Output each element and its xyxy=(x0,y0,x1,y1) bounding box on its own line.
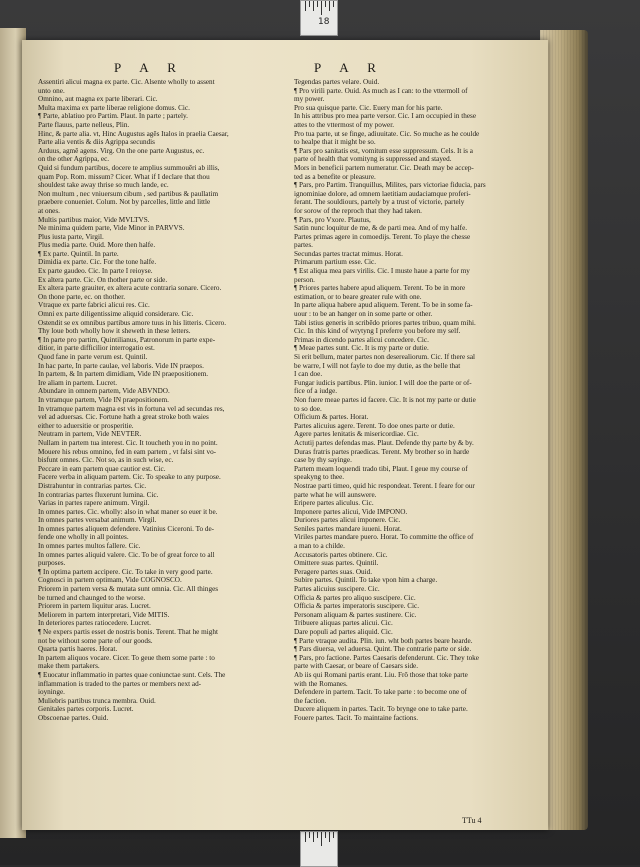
text-line: parte what he will aunswere. xyxy=(294,490,377,499)
text-line: Ex altera parte. Cic. On thother parte or side. xyxy=(38,275,168,284)
text-line: Plus iusta parte, Virgil. xyxy=(38,232,104,241)
text-line: ¶ Pars, pro Vxore. Plautus, xyxy=(294,215,371,224)
text-line: Defendere in partem. Tacit. To take parte : to become one of xyxy=(294,688,467,697)
text-line: praebere conueniet. Colum. Not by parcelles, little and little xyxy=(38,198,211,207)
text-line: Priorem in partem versa & mutata sunt omnia. Cic. All thinges xyxy=(38,585,219,594)
text-line: ¶ Ex parte. Quintil. In parte. xyxy=(38,249,119,258)
left-column xyxy=(38,78,286,723)
text-line: either to aduersitie or prosperitie. xyxy=(38,421,134,430)
text-line: at ones. xyxy=(38,206,60,215)
text-line: Genitales partes corporis. Lucret. xyxy=(38,705,134,714)
text-line: Hinc, & parte alia. vt, Hinc Augustus agēs Italos in praelia Caesar, xyxy=(38,129,229,138)
text-line: On thone parte, ec. on thother. xyxy=(38,292,126,301)
text-line: make them partakers. xyxy=(38,662,100,671)
text-line: Neutram in partem, Vide NEVTER. xyxy=(38,430,142,439)
text-line: Primas in dicendo partes alicui concedere. Cic. xyxy=(294,335,429,344)
text-line: Viriles partes mandare puero. Horat. To committe the office of xyxy=(294,533,474,542)
text-line: Vtraque ex parte fabrici alicui res. Cic. xyxy=(38,301,150,310)
text-line: shouldest take away thrise so much lande, ec. xyxy=(38,181,169,190)
text-line: ¶ Euocatur inflammatio in partes quae coniunctae sunt. Cels. The xyxy=(38,670,226,679)
text-line: Ostendit se ex omnibus partibus amore tuus in his litteris. Cicero. xyxy=(38,318,227,327)
text-line: In parte aliqua habere apud aliquem. Terent. To be in some fa- xyxy=(294,301,473,310)
text-line: Mouere his rebus omnino, fed in eam partem , vt falsi sint vo- xyxy=(38,447,217,456)
text-line: Subire partes. Quintil. To take vpon him a charge. xyxy=(294,576,438,585)
text-line: Obscoenae partes. Ouid. xyxy=(38,713,109,722)
text-line: ferant. The souldiours, partely by a trust of victorie, partely xyxy=(294,198,465,207)
text-line: vel ad aduersas. Cic. Fortune hath a great stroke both waies xyxy=(38,413,209,422)
text-line: speakyng to thee. xyxy=(294,473,345,482)
text-line: ted as a benefite or pleasure. xyxy=(294,172,376,181)
text-line: Distrahuntur in contrarias partes. Cic. xyxy=(38,481,147,490)
text-line: with the Romanes. xyxy=(294,679,348,688)
text-line: Dare populi ad partes aliquid. Cic. xyxy=(294,628,393,636)
text-line: Multa maxima ex parte liberae religione domus. Cic. xyxy=(38,103,190,112)
text-line: Quod fane in parte verum est. Quintil. xyxy=(38,353,148,361)
header-right: P A R xyxy=(314,60,384,75)
text-line: purposes. xyxy=(38,559,66,568)
text-line: Duras fratris partes praedicas. Terent. My brother so in harde xyxy=(294,447,470,456)
text-line: Ire aliam in partem. Lucret. xyxy=(38,378,118,387)
text-line: attes to the vttermost of my power. xyxy=(294,120,395,129)
text-line: In vtramque partem magna est vis in fortuna vel ad secundas res, xyxy=(38,404,225,413)
text-line: Parte alia ventis & diis Agrippa secundis xyxy=(38,138,155,147)
text-line: Accusatoris partes obtinere. Cic. xyxy=(294,550,388,559)
text-line: Meliorem in partem interpretari, Vide MITIS. xyxy=(38,610,170,619)
text-line: ¶ Parte, ablatiuo pro Partim. Plaut. In parte ; partely. xyxy=(38,112,188,121)
text-line: be turned and chaunged to the worse. xyxy=(38,593,146,602)
text-line: Officium & partes. Horat. xyxy=(294,413,369,422)
text-line: In partem aliquos vocare. Cicer. To geue them some parte : to xyxy=(38,653,215,662)
text-line: In omnes partes aliquem defendere. Vatinius Ciceroni. To de- xyxy=(38,524,215,533)
text-line: ¶ In parte pro partim, Quintilianus, Patronorum in parte expe- xyxy=(38,335,216,344)
text-line: Parte flauus, parte nelleus, Plin. xyxy=(38,120,130,129)
text-line: Ex parte gaudeo. Cic. In parte I reioyse. xyxy=(38,267,153,276)
text-line: Partem meam loquendi trado tibi, Plaut. I geue my course of xyxy=(294,464,468,473)
text-line: Fungar iudicis partibus. Plin. iunior. I will doe the parte or of- xyxy=(294,378,472,387)
text-line: a man to a childe. xyxy=(294,542,345,551)
text-line: Officia & partes pro aliquo suscipere. Cic. xyxy=(294,593,416,602)
text-line: Peccare in eam partem quae cautior est. Cic. xyxy=(38,464,166,473)
text-line: ignominiae dolore, ad omnem laetitiam audaciamque proferi- xyxy=(294,189,471,198)
text-line: Abundare in omnem partem, Vide ABVNDO. xyxy=(38,387,170,396)
text-line: Tegendas partes velare. Ouid. xyxy=(294,78,380,86)
text-line: In omnes partes aliquid valere. Cic. To be of great force to all xyxy=(38,550,215,559)
header-left: P A R xyxy=(114,60,184,75)
text-line: In his attribus pro mea parte versor. Cic. I am occupied in these xyxy=(294,112,477,121)
text-line: Pro sua quisque parte. Cic. Euery man for his parte. xyxy=(294,103,443,112)
text-line: In contrarias partes fluxerunt lumina. Cic. xyxy=(38,490,159,499)
text-line: In omnes partes. Cic. wholly: also in what maner so euer it be. xyxy=(38,507,218,516)
text-line: parte of health that vomityng is suppressed and stayed. xyxy=(294,155,452,164)
measuring-ruler-bottom xyxy=(300,831,338,867)
text-line: ditior, in parte difficilior interrogatio est. xyxy=(38,344,155,353)
running-header xyxy=(22,60,548,76)
text-line: ioyninge. xyxy=(38,688,65,697)
text-line: Multis partibus maior, Vide MVLTVS. xyxy=(38,215,150,224)
text-line: ¶ Pars diuersa, vel aduersa. Quint. The contrarie parte or side. xyxy=(294,645,472,654)
text-line: Tribuere aliquas partes alicui. Cic. xyxy=(294,619,393,628)
text-line: ¶ Meae partes sunt. Cic. It is my parte or dutie. xyxy=(294,344,429,353)
text-line: ¶ Ne expers partis esset de nostris bonis. Terent. That he might xyxy=(38,628,218,636)
text-line: ¶ Pro virili parte. Ouid. As much as I can: to the vttermoll of xyxy=(294,86,468,95)
text-line: Assentiri alicui magna ex parte. Cic. Alsente wholly to assent xyxy=(38,78,215,86)
text-line: inflammation is traded to the partes or members next ad- xyxy=(38,679,202,688)
text-line: ¶ Pars, pro factione. Partes Caesaris defenderunt. Cic. They toke xyxy=(294,653,479,662)
text-line: fice of a iudge. xyxy=(294,387,338,396)
book-page xyxy=(22,40,548,830)
text-line: quam Pop. Rom. missum? Cicer. What if I declare that thou xyxy=(38,172,210,181)
text-line: Muliebris partibus trunca membra. Ouid. xyxy=(38,696,156,705)
text-line: Omni ex parte diligentissime aliquid considerare. Cic. xyxy=(38,310,194,319)
text-line: to so doe. xyxy=(294,404,322,413)
text-line: Secundas partes tractat mimus. Horat. xyxy=(294,249,403,258)
text-line: Nullam in partem tua interest. Cic. It toucheth you in no point. xyxy=(38,438,218,447)
text-line: the faction. xyxy=(294,696,327,705)
text-line: Omnino, aut magna ex parte liberari. Cic. xyxy=(38,95,158,104)
text-line: Non multum , nec vniuersum cibum , sed partibus & paullatim xyxy=(38,189,219,198)
text-line: In deteriores partes ratiocedere. Lucret. xyxy=(38,619,151,628)
text-line: In vtramque partem, Vide IN praepositionem. xyxy=(38,395,169,404)
text-line: Officia & partes imperatoris suscipere. Cic. xyxy=(294,602,420,611)
text-line: Imponere partes alicui, Vide IMPONO. xyxy=(294,507,408,516)
text-line: Seniles partes mandare iuueni. Horat. xyxy=(294,524,402,533)
text-line: Eripere partes aliculus. Cic. xyxy=(294,499,374,508)
text-line: I can doe. xyxy=(294,370,323,379)
text-line: Agere partes lenitatis & misericordiae. Cic. xyxy=(294,430,419,439)
text-line: Non fuere meae partes id facere. Cic. It is not my parte or dutie xyxy=(294,395,476,404)
text-line: ¶ Est aliqua mea pars virilis. Cic. I muste haue a parte for my xyxy=(294,267,470,276)
text-line: Plus media parte. Ouid. More then halfe. xyxy=(38,241,156,250)
text-line: Tabi istius generis in scribēdo priores partes tribuo, quam mihi. xyxy=(294,318,476,327)
text-line: to healpe that it might be so. xyxy=(294,138,376,147)
text-line: Quid si fundum partibus, docere te amplius summouēri ab illis, xyxy=(38,163,220,172)
text-line: Actutij partes defendas mas. Plaut. Defende thy parte by & by. xyxy=(294,438,474,447)
text-line: bisfunt omnes. Cic. Not so, as in such wise, ec. xyxy=(38,456,174,465)
text-line: ¶ Pars, pro Partim. Tranquillus, Milites, pars victoriae fiducia, pars xyxy=(294,181,486,190)
ruler-number: 18 xyxy=(318,17,330,27)
text-line: Pro tua parte, ut se finge, adiuuitate. Cic. So muche as he coulde xyxy=(294,129,480,138)
text-line: Nostrae parti timeo, quid hic respondeat. Terent. I feare for our xyxy=(294,481,475,490)
text-line: Facere verba in aliquam partem. Cic. To speake to any purpose. xyxy=(38,473,221,482)
text-line: In omnes partes versabat animum. Virgil. xyxy=(38,516,157,525)
text-line: my power. xyxy=(294,95,325,104)
text-line: Ab iis qui Romani partis erant. Liu. Frō those that toke parte xyxy=(294,670,468,679)
text-line: be warre, I will not fayle to doe my dutie, as the belle that xyxy=(294,361,461,370)
text-line: Primarum partium esse. Cic. xyxy=(294,258,377,267)
text-line: unto one. xyxy=(38,86,65,95)
text-line: fende one wholly in all pointes. xyxy=(38,533,129,542)
text-line: case by thy sayinge. xyxy=(294,456,352,465)
text-line: Arduus, agmē agens. Virg. On the one parte Augustus, ec. xyxy=(38,146,205,155)
text-line: person. xyxy=(294,275,315,284)
text-line: not be without some parte of our goods. xyxy=(38,636,153,645)
text-line: Partes alicuius agere. Terent. To doe ones parte or dutie. xyxy=(294,421,455,430)
text-line: Thy loue both wholly how it sheweth in these letters. xyxy=(38,327,191,336)
text-line: ¶ Priores partes habere apud aliquem. Terent. To be in more xyxy=(294,284,466,293)
text-line: Fouere partes. Tacit. To maintaine factions. xyxy=(294,713,419,722)
text-line: Quarta partis haeres. Horat. xyxy=(38,645,118,654)
signature-mark: TTu 4 xyxy=(462,816,482,825)
text-line: Ne minima quidem parte, Vide Minor in PARVVS. xyxy=(38,224,185,233)
text-line: Partes alicuius suscipere. Cic. xyxy=(294,585,380,594)
text-line: Peragere partes suas. Ouid. xyxy=(294,567,373,576)
text-line: parte with Caesar, or beare of Caesars side. xyxy=(294,662,419,671)
text-line: Ex altera parte grauiter, ex altera acute contraria sonare. Cicero. xyxy=(38,284,222,293)
measuring-ruler-top xyxy=(300,0,338,36)
text-line: for sorow of the reproch that they had taken. xyxy=(294,206,422,215)
text-line: Partes primas agere in comoedijs. Terent. To playe the chesse xyxy=(294,232,471,241)
text-line: Personam aliquam & partes sustinere. Cic. xyxy=(294,610,417,619)
text-line: Dimidia ex parte. Cic. For the tone halfe. xyxy=(38,258,157,267)
text-line: on the other Agrippa, ec. xyxy=(38,155,110,164)
text-line: uour : to be an hanger on in some parte or other. xyxy=(294,310,433,319)
text-line: In partem, & In partem dimidiam, Vide IN praepositionem. xyxy=(38,370,209,379)
text-line: Mors in beneficii partem numeratur. Cic. Death may be accep- xyxy=(294,163,474,172)
text-line: ¶ Pars pro sanitatis est, vomitum esse suppressum. Cels. It is a xyxy=(294,146,473,155)
text-line: Cognosci in partem optimam, Vide COGNOSCO. xyxy=(38,576,182,585)
text-line: Varias in partes rapere animum. Virgil. xyxy=(38,499,150,508)
text-line: Priorem in partem liquitur aras. Lucret. xyxy=(38,602,151,611)
text-line: Ducere aliquem in partes. Tacit. To brynge one to take parte. xyxy=(294,705,468,714)
text-line: In hac parte, In parte caulae, vel laboris. Vide IN praepos. xyxy=(38,361,204,370)
text-line: partes. xyxy=(294,241,313,250)
text-line: ¶ Parte vtraque audita. Plin. iun. wht both partes beare hearde. xyxy=(294,636,473,645)
text-line: In omnes partes multos fallere. Cic. xyxy=(38,542,141,551)
text-line: Satin nunc loquitur de me, & de parti mea. And of my halfe. xyxy=(294,224,468,233)
right-column xyxy=(294,78,542,723)
text-line: Cic. In this kind of wrytyng I preferre you before my self. xyxy=(294,327,461,336)
text-line: Duriores partes alicui imponere. Cic. xyxy=(294,516,401,525)
text-line: Omittere suas partes. Quintil. xyxy=(294,559,379,568)
text-line: ¶ In optima partem accipere. Cic. To take in very good parte. xyxy=(38,567,213,576)
text-line: Si erit bellum, mater partes non deserealiorum. Cic. If there sal xyxy=(294,353,476,361)
text-line: estimation, or to beare greater rule with one. xyxy=(294,292,422,301)
